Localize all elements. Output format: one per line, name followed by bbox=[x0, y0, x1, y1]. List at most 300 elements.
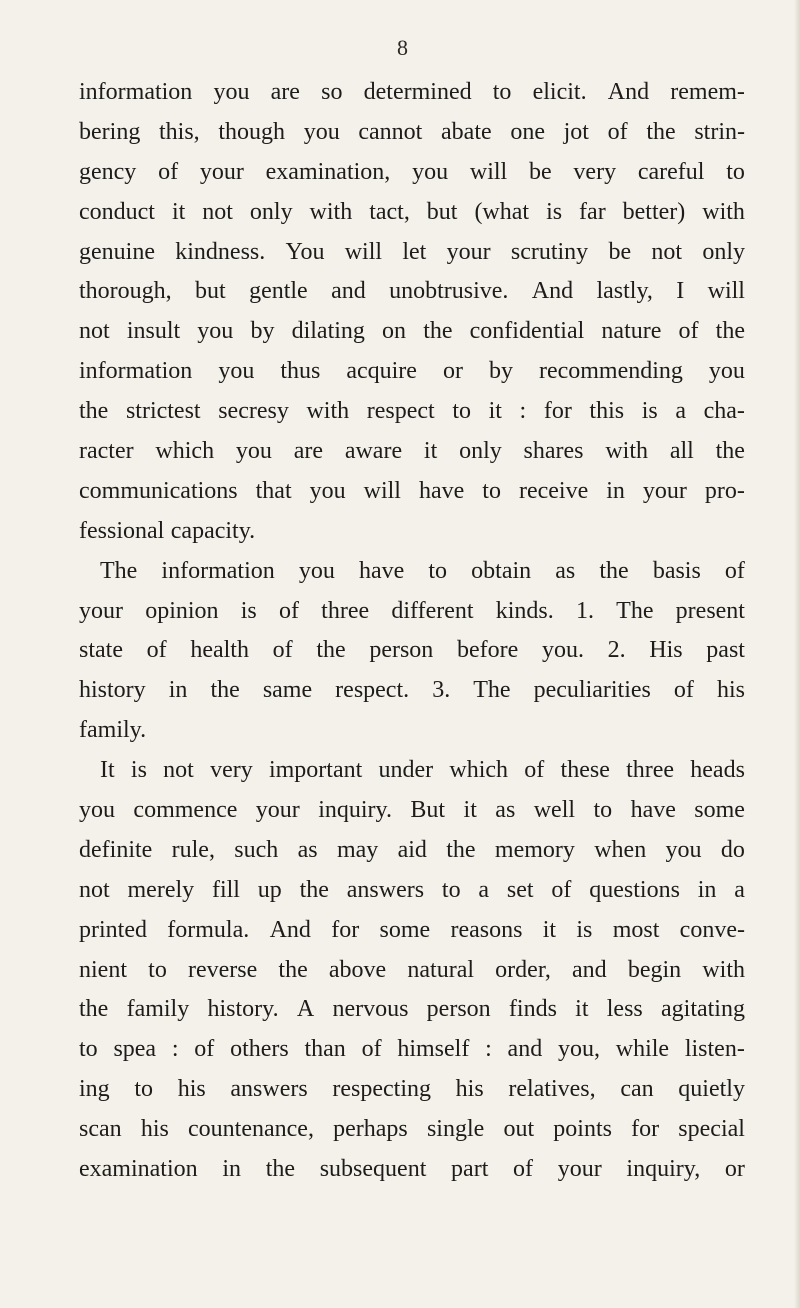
word: nervous bbox=[332, 996, 409, 1023]
word: others bbox=[230, 1036, 289, 1063]
word: family bbox=[126, 996, 190, 1023]
word: a bbox=[675, 398, 686, 425]
word: himself bbox=[397, 1036, 470, 1063]
word: his bbox=[455, 1076, 484, 1103]
word: it bbox=[488, 398, 502, 425]
word: thus bbox=[280, 358, 321, 385]
word: to bbox=[441, 876, 461, 903]
word: information bbox=[79, 358, 193, 385]
text-line bbox=[79, 352, 745, 392]
word: shares bbox=[523, 438, 584, 465]
word: have bbox=[358, 557, 405, 584]
word: quietly bbox=[678, 1076, 745, 1103]
word: nature bbox=[601, 318, 662, 345]
word: your bbox=[557, 1156, 602, 1183]
word: you bbox=[708, 358, 745, 385]
word: but bbox=[426, 198, 458, 225]
word: The bbox=[616, 597, 654, 624]
word: have bbox=[630, 797, 676, 824]
word: most bbox=[612, 916, 660, 943]
word: some bbox=[694, 797, 745, 824]
word: special bbox=[678, 1116, 745, 1143]
word: by bbox=[250, 318, 275, 345]
text-line bbox=[79, 512, 745, 552]
word: peculiarities bbox=[533, 677, 651, 704]
word: insult bbox=[126, 318, 181, 345]
word: as bbox=[555, 557, 576, 584]
word: in bbox=[697, 876, 717, 903]
word: the bbox=[265, 1156, 296, 1183]
word: a bbox=[478, 876, 490, 903]
word: aid bbox=[397, 836, 427, 863]
word: cannot bbox=[358, 118, 423, 145]
word: important bbox=[268, 757, 363, 784]
word: of bbox=[724, 557, 745, 584]
page-number: 8 bbox=[397, 35, 408, 60]
word: conduct bbox=[79, 198, 155, 225]
word: the bbox=[79, 996, 109, 1023]
word: definite bbox=[79, 836, 153, 863]
word: person bbox=[369, 637, 434, 664]
word: your bbox=[255, 797, 300, 824]
word: can bbox=[620, 1076, 654, 1103]
word: and bbox=[572, 956, 607, 983]
word: of bbox=[158, 158, 179, 185]
word: will bbox=[363, 477, 401, 504]
word: health bbox=[190, 637, 249, 664]
word: And bbox=[607, 79, 650, 105]
word: such bbox=[234, 836, 279, 863]
word: some bbox=[379, 916, 431, 943]
word: family. bbox=[79, 717, 147, 744]
word: A bbox=[296, 996, 315, 1023]
word: The bbox=[473, 677, 511, 704]
text-line bbox=[79, 233, 745, 273]
word: well bbox=[533, 797, 576, 824]
word: is bbox=[546, 198, 563, 225]
word: secresy bbox=[218, 398, 289, 425]
word: formula. bbox=[167, 916, 250, 943]
word: elicit. bbox=[532, 79, 587, 105]
word: dilating bbox=[291, 318, 365, 345]
word: not bbox=[202, 198, 233, 225]
word: present bbox=[675, 597, 745, 624]
word: basis bbox=[652, 557, 701, 584]
word: natural bbox=[407, 956, 475, 983]
text-line bbox=[79, 432, 745, 472]
word: so bbox=[321, 79, 343, 105]
word: which bbox=[449, 757, 509, 784]
word: may bbox=[336, 836, 379, 863]
word: the bbox=[423, 318, 453, 345]
word: past bbox=[706, 637, 745, 664]
word: you bbox=[298, 557, 335, 584]
word: of bbox=[524, 757, 545, 784]
word: the bbox=[599, 557, 629, 584]
word: not bbox=[651, 238, 683, 265]
word: part bbox=[451, 1156, 489, 1183]
word: history. bbox=[207, 996, 279, 1023]
text-line bbox=[79, 791, 745, 831]
word: to bbox=[726, 158, 745, 185]
word: : bbox=[519, 398, 527, 425]
word: you, bbox=[557, 1036, 600, 1063]
word: you bbox=[218, 358, 255, 385]
word: And bbox=[531, 278, 574, 305]
word: when bbox=[594, 836, 647, 863]
text-line bbox=[79, 392, 745, 432]
word: strictest bbox=[125, 398, 201, 425]
word: only bbox=[249, 198, 293, 225]
word: in bbox=[168, 677, 188, 704]
word: fill bbox=[211, 876, 240, 903]
word: his bbox=[140, 1116, 169, 1143]
word: the bbox=[646, 118, 676, 145]
word: answers bbox=[346, 876, 425, 903]
word: it bbox=[171, 198, 186, 225]
word: scan bbox=[79, 1116, 122, 1143]
word: commence bbox=[133, 797, 238, 824]
word: with bbox=[702, 956, 745, 983]
word: state bbox=[79, 637, 123, 664]
word: thorough, bbox=[79, 278, 172, 305]
word: of bbox=[673, 677, 694, 704]
word: of bbox=[513, 1156, 534, 1183]
word: have bbox=[418, 477, 465, 504]
word: in bbox=[606, 477, 625, 504]
word: person bbox=[426, 996, 491, 1023]
word: finds bbox=[508, 996, 557, 1023]
word: capacity. bbox=[170, 517, 256, 544]
page-edge bbox=[794, 0, 800, 1308]
word: subsequent bbox=[319, 1156, 427, 1183]
word: of bbox=[278, 597, 299, 624]
word: determined bbox=[363, 79, 472, 105]
word: conve- bbox=[679, 916, 745, 943]
word: the bbox=[299, 876, 329, 903]
word: not bbox=[79, 876, 110, 903]
word: or bbox=[724, 1156, 745, 1183]
word: with bbox=[309, 198, 353, 225]
word: answers bbox=[230, 1076, 308, 1103]
text-line bbox=[79, 1110, 745, 1150]
word: the bbox=[278, 956, 308, 983]
word: fessional bbox=[79, 517, 165, 544]
word: The bbox=[100, 557, 138, 584]
word: racter bbox=[79, 438, 134, 465]
word: remem- bbox=[670, 79, 745, 105]
word: all bbox=[669, 438, 694, 465]
word: but bbox=[195, 278, 226, 305]
word: the bbox=[210, 677, 240, 704]
text-line bbox=[79, 552, 745, 592]
word: to bbox=[148, 956, 167, 983]
word: bering bbox=[79, 118, 141, 145]
word: in bbox=[222, 1156, 241, 1183]
word: And bbox=[269, 916, 311, 943]
word: while bbox=[615, 1036, 670, 1063]
word: to bbox=[428, 557, 448, 584]
word: the bbox=[715, 438, 745, 465]
word: 3. bbox=[432, 677, 451, 704]
word: are bbox=[293, 438, 323, 465]
word: it bbox=[575, 996, 589, 1023]
word: you bbox=[665, 836, 702, 863]
word: your bbox=[199, 158, 244, 185]
word: only bbox=[459, 438, 502, 465]
word: and bbox=[331, 278, 366, 305]
word: confidential bbox=[469, 318, 585, 345]
word: to bbox=[79, 1036, 98, 1063]
word: for bbox=[543, 398, 572, 425]
text-line bbox=[79, 1150, 745, 1190]
word: perhaps bbox=[333, 1116, 408, 1143]
word: this bbox=[589, 398, 625, 425]
word: on bbox=[382, 318, 407, 345]
word: his bbox=[716, 677, 745, 704]
text-line bbox=[79, 1030, 745, 1070]
word: the bbox=[715, 318, 745, 345]
word: recommending bbox=[538, 358, 683, 385]
word: one bbox=[510, 118, 545, 145]
word: is bbox=[130, 757, 147, 784]
word: It bbox=[100, 757, 115, 784]
word: you bbox=[197, 318, 234, 345]
word: be bbox=[608, 238, 632, 265]
word: listen- bbox=[684, 1036, 745, 1063]
word: that bbox=[255, 477, 292, 504]
word: 1. bbox=[575, 597, 594, 624]
word: spea bbox=[113, 1036, 157, 1063]
word: reasons bbox=[450, 916, 523, 943]
word: tact, bbox=[369, 198, 410, 225]
word: let bbox=[402, 238, 427, 265]
word: aware bbox=[344, 438, 403, 465]
word: But bbox=[410, 797, 446, 824]
text-line bbox=[79, 1070, 745, 1110]
word: memory bbox=[494, 836, 575, 863]
word: points bbox=[553, 1116, 612, 1143]
word: not bbox=[79, 318, 110, 345]
text-line bbox=[79, 831, 745, 871]
word: you bbox=[213, 79, 250, 105]
word: not bbox=[163, 757, 194, 784]
text-line bbox=[79, 911, 745, 951]
word: as bbox=[297, 836, 318, 863]
word: information bbox=[161, 557, 275, 584]
word: this, bbox=[158, 118, 200, 145]
word: though bbox=[218, 118, 286, 145]
word: countenance, bbox=[188, 1116, 314, 1143]
word: only bbox=[702, 238, 745, 265]
word: your bbox=[446, 238, 491, 265]
word: respect. bbox=[335, 677, 410, 704]
word: : bbox=[171, 1036, 179, 1063]
text-line bbox=[79, 472, 745, 512]
word: far bbox=[579, 198, 606, 225]
word: strin- bbox=[694, 118, 745, 145]
text-line bbox=[79, 871, 745, 911]
word: than bbox=[304, 1036, 346, 1063]
text-line bbox=[79, 193, 745, 233]
word: with bbox=[306, 398, 350, 425]
word: the bbox=[316, 637, 346, 664]
word: you bbox=[412, 158, 449, 185]
word: before bbox=[456, 637, 519, 664]
word: begin bbox=[627, 956, 682, 983]
word: to bbox=[593, 797, 613, 824]
word: and bbox=[507, 1036, 543, 1063]
word: gency bbox=[79, 158, 137, 185]
word: respect bbox=[366, 398, 435, 425]
word: same bbox=[262, 677, 313, 704]
word: to bbox=[482, 477, 501, 504]
word: rule, bbox=[171, 836, 215, 863]
word: better) bbox=[622, 198, 686, 225]
word: to bbox=[452, 398, 471, 425]
word: with bbox=[605, 438, 649, 465]
word: will bbox=[707, 278, 745, 305]
text-line bbox=[79, 312, 745, 352]
word: your bbox=[642, 477, 687, 504]
word: examination bbox=[79, 1156, 198, 1183]
word: abate bbox=[441, 118, 492, 145]
word: or bbox=[442, 358, 463, 385]
word: by bbox=[488, 358, 513, 385]
word: will bbox=[469, 158, 508, 185]
word: to bbox=[134, 1076, 154, 1103]
word: you bbox=[309, 477, 346, 504]
body-text bbox=[79, 73, 745, 1190]
word: less bbox=[606, 996, 643, 1023]
word: receive bbox=[518, 477, 589, 504]
word: his bbox=[177, 1076, 206, 1103]
text-line bbox=[79, 73, 745, 113]
word: of bbox=[607, 118, 628, 145]
word: examination, bbox=[265, 158, 391, 185]
word: you bbox=[303, 118, 340, 145]
text-line bbox=[79, 671, 745, 711]
word: inquiry. bbox=[318, 797, 392, 824]
word: His bbox=[649, 637, 683, 664]
word: I bbox=[676, 278, 685, 305]
word: kinds. bbox=[495, 597, 554, 624]
text-line bbox=[79, 990, 745, 1030]
word: of bbox=[678, 318, 699, 345]
word: obtain bbox=[471, 557, 532, 584]
word: will bbox=[344, 238, 383, 265]
word: you bbox=[79, 797, 115, 824]
word: a bbox=[734, 876, 745, 903]
word: the bbox=[446, 836, 476, 863]
word: gentle bbox=[249, 278, 308, 305]
word: respecting bbox=[332, 1076, 431, 1103]
word: jot bbox=[563, 118, 589, 145]
text-line bbox=[79, 153, 745, 193]
word: questions bbox=[589, 876, 680, 903]
word: of bbox=[194, 1036, 215, 1063]
word: agitating bbox=[661, 996, 745, 1023]
word: to bbox=[492, 79, 512, 105]
word: of bbox=[272, 637, 293, 664]
text-line bbox=[79, 951, 745, 991]
word: lastly, bbox=[596, 278, 653, 305]
word: which bbox=[155, 438, 215, 465]
word: the bbox=[79, 398, 109, 425]
word: history bbox=[79, 677, 146, 704]
word: with bbox=[702, 198, 745, 225]
word: of bbox=[146, 637, 167, 664]
word: communications bbox=[79, 477, 238, 504]
word: above bbox=[328, 956, 387, 983]
word: do bbox=[720, 836, 745, 863]
word: your bbox=[79, 597, 123, 624]
word: unobtrusive. bbox=[389, 278, 509, 305]
word: printed bbox=[79, 916, 147, 943]
word: heads bbox=[690, 757, 745, 784]
text-line bbox=[79, 592, 745, 632]
word: cha- bbox=[703, 398, 745, 425]
word: : bbox=[485, 1036, 492, 1063]
word: under bbox=[378, 757, 434, 784]
word: careful bbox=[637, 158, 705, 185]
word: for bbox=[631, 1116, 660, 1143]
word: as bbox=[495, 797, 516, 824]
text-line bbox=[79, 272, 745, 312]
word: single bbox=[426, 1116, 485, 1143]
word: you bbox=[235, 438, 272, 465]
word: out bbox=[503, 1116, 535, 1143]
word: very bbox=[210, 757, 253, 784]
word: be bbox=[528, 158, 552, 185]
word: scrutiny bbox=[510, 238, 589, 265]
word: pro- bbox=[704, 477, 745, 504]
word: inquiry, bbox=[626, 1156, 701, 1183]
word: for bbox=[331, 916, 360, 943]
text-line bbox=[79, 751, 745, 791]
word: different bbox=[391, 597, 474, 624]
text-line bbox=[79, 631, 745, 671]
word: set bbox=[506, 876, 534, 903]
word: 2. bbox=[607, 637, 626, 664]
text-line bbox=[79, 113, 745, 153]
word: you. bbox=[541, 637, 584, 664]
word: You bbox=[285, 238, 325, 265]
word: nient bbox=[79, 956, 127, 983]
word: of bbox=[551, 876, 572, 903]
word: three bbox=[626, 757, 675, 784]
word: it bbox=[423, 438, 438, 465]
word: reverse bbox=[187, 956, 258, 983]
word: is bbox=[576, 916, 593, 943]
word: information bbox=[79, 79, 193, 105]
word: order, bbox=[495, 956, 551, 983]
word: three bbox=[321, 597, 370, 624]
word: (what bbox=[474, 198, 530, 225]
word: of bbox=[361, 1036, 382, 1063]
word: genuine bbox=[79, 238, 155, 265]
word: acquire bbox=[346, 358, 417, 385]
text-line bbox=[79, 711, 745, 751]
word: kindness. bbox=[175, 238, 266, 265]
word: ing bbox=[79, 1076, 110, 1103]
word: it bbox=[463, 797, 477, 824]
word: is bbox=[240, 597, 257, 624]
word: very bbox=[573, 158, 617, 185]
word: opinion bbox=[145, 597, 219, 624]
word: it bbox=[542, 916, 557, 943]
word: up bbox=[257, 876, 282, 903]
